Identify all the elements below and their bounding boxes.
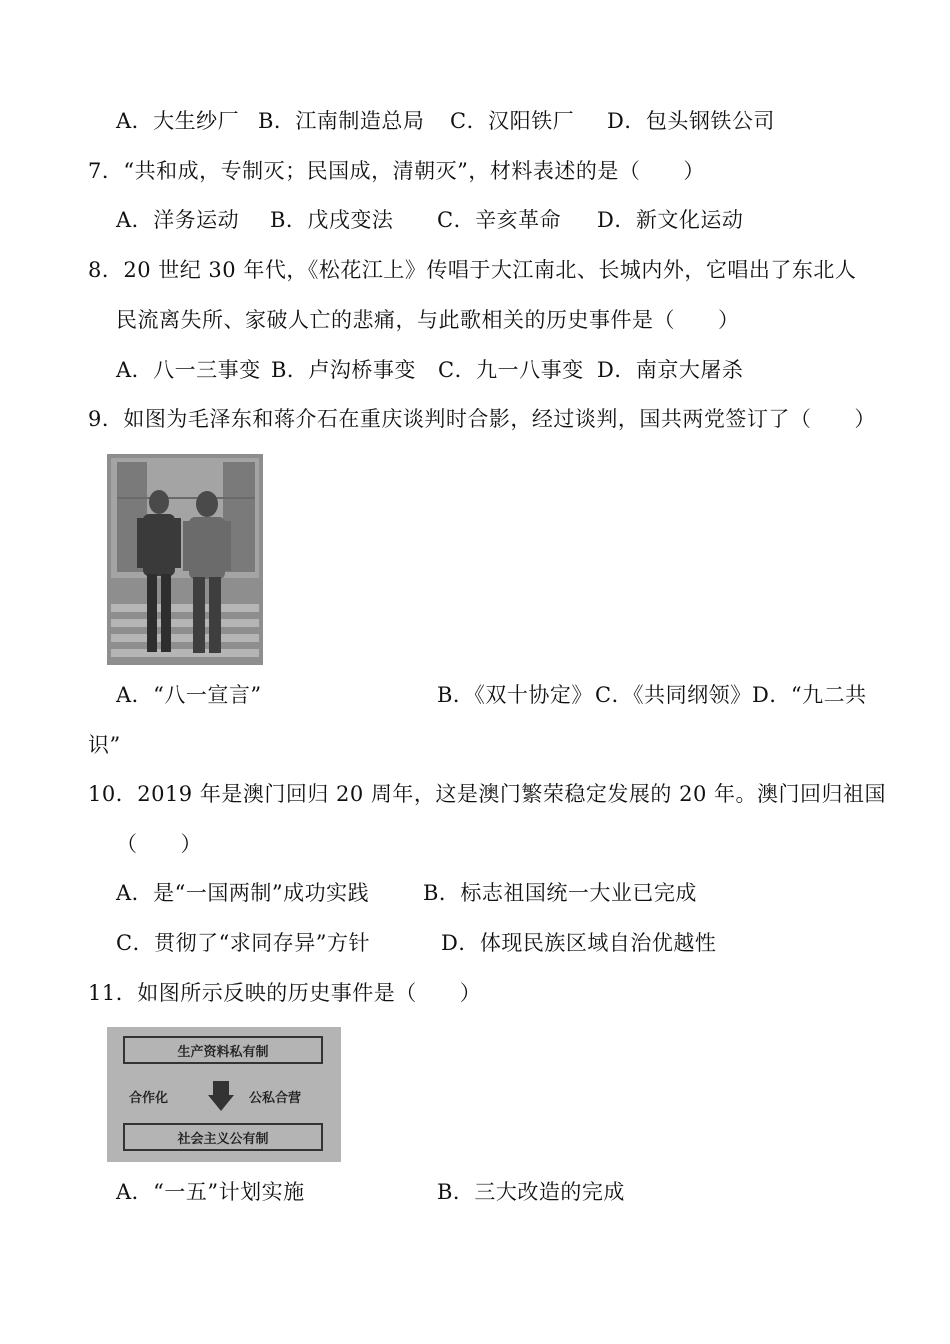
q10-option-d: D．体现民族区域自治优越性 [441, 931, 717, 955]
q9-option-d-continued: 识” [88, 733, 121, 757]
q9-option-c: C．《共同纲领》 [595, 683, 752, 707]
q10-stem-line2: （ ） [116, 832, 202, 856]
q8-option-d: D．南京大屠杀 [597, 358, 744, 382]
diagram-left-label: 合作化 [129, 1091, 169, 1106]
q6-option-d: D．包头钢铁公司 [607, 109, 775, 133]
q7-option-b: B．戊戌变法 [270, 208, 394, 232]
q9-stem: 9．如图为毛泽东和蒋介石在重庆谈判时合影，经过谈判，国共两党签订了（ ） [88, 407, 876, 431]
q7-option-a: A．洋务运动 [116, 208, 240, 232]
q9-photo [107, 454, 263, 665]
q10-option-b: B．标志祖国统一大业已完成 [423, 881, 697, 905]
q11-stem: 11．如图所示反映的历史事件是（ ） [88, 981, 482, 1005]
q8-option-c: C．九一八事变 [438, 358, 584, 382]
q7-option-d: D．新文化运动 [597, 208, 744, 232]
q10-option-c: C．贯彻了“求同存异”方针 [116, 931, 371, 955]
q6-option-c: C．汉阳铁厂 [450, 109, 575, 133]
q6-option-b: B．江南制造总局 [258, 109, 425, 133]
diagram-bottom-box: 社会主义公有制 [123, 1123, 323, 1151]
diagram-top-box: 生产资料私有制 [123, 1036, 323, 1064]
q9-option-d: D．“九二共 [752, 683, 867, 707]
q11-option-a: A．“一五”计划实施 [116, 1180, 305, 1204]
q7-option-c: C．辛亥革命 [437, 208, 562, 232]
q8-stem-line2: 民流离失所、家破人亡的悲痛，与此歌相关的历史事件是（ ） [116, 308, 740, 332]
q11-option-b: B．三大改造的完成 [437, 1180, 625, 1204]
q10-option-a: A．是“一国两制”成功实践 [116, 881, 370, 905]
q6-option-a: A．大生纱厂 [116, 109, 240, 133]
q10-stem-line1: 10．2019 年是澳门回归 20 周年，这是澳门繁荣稳定发展的 20 年。澳门回归祖国 [88, 782, 886, 806]
q9-option-a: A．“八一宣言” [116, 683, 262, 707]
q11-diagram [107, 1027, 341, 1162]
q8-option-b: B．卢沟桥事变 [271, 358, 416, 382]
down-arrow-icon [208, 1081, 234, 1111]
q9-option-b: B．《双十协定》 [437, 683, 593, 707]
q7-stem: 7．“共和成，专制灭；民国成，清朝灭”，材料表述的是（ ） [88, 159, 705, 183]
diagram-right-label: 公私合营 [249, 1091, 302, 1106]
q8-stem-line1: 8．20 世纪 30 年代，《松花江上》传唱于大江南北、长城内外，它唱出了东北人 [88, 258, 857, 282]
q8-option-a: A．八一三事变 [116, 358, 261, 382]
